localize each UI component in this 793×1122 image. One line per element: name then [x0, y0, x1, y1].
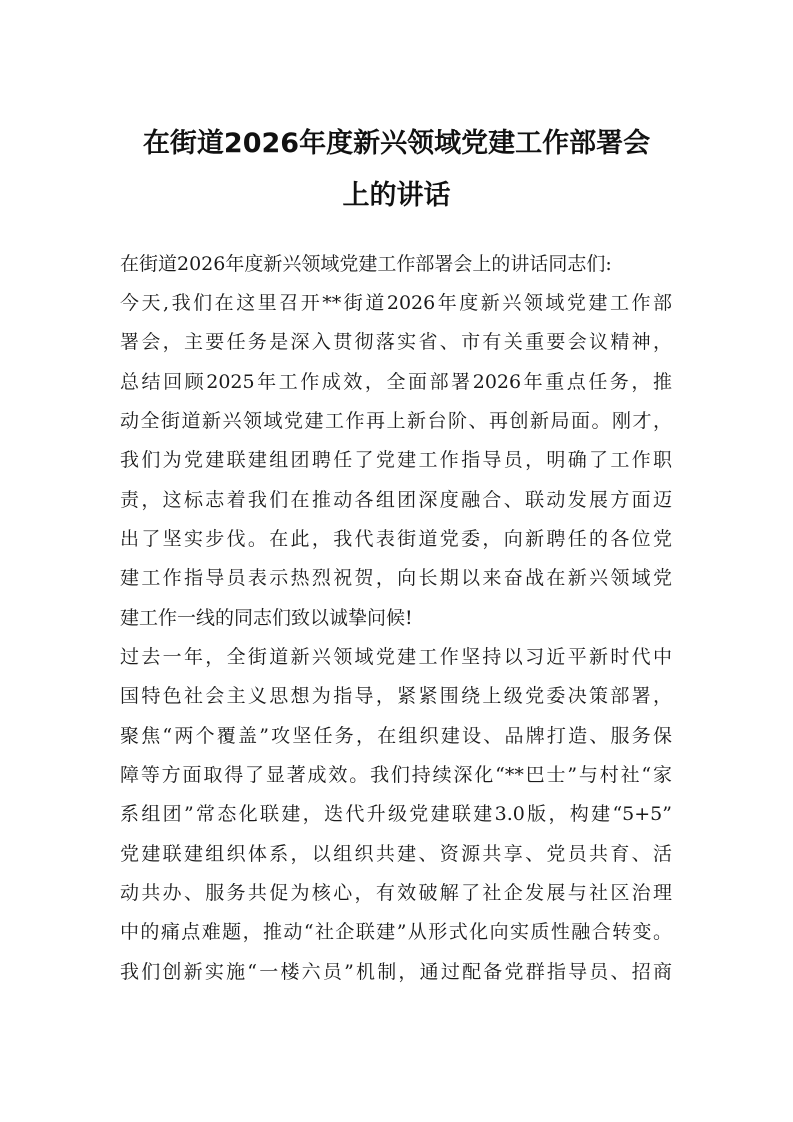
body-line-5: 动全街道新兴领域党建工作再上新台阶、再创新局面。刚才， [120, 410, 672, 432]
body-line-19: 我们创新实施“一楼六员”机制，通过配备党群指导员、招商 [120, 961, 672, 983]
body-line-18: 中的痛点难题，推动“社企联建”从形式化向实质性融合转变。 [120, 921, 672, 943]
body-line-17: 动共办、服务共促为核心，有效破解了社企发展与社区治理 [120, 882, 672, 904]
body-line-9: 建工作指导员表示热烈祝贺，向长期以来奋战在新兴领域党 [120, 567, 672, 589]
body-line-14: 障等方面取得了显著成效。我们持续深化“**巴士”与村社“家 [120, 764, 672, 786]
body-line-8: 出了坚实步伐。在此，我代表街道党委，向新聘任的各位党 [120, 528, 672, 550]
body-line-7: 责，这标志着我们在推动各组团深度融合、联动发展方面迈 [120, 489, 672, 511]
body-line-4: 总结回顾2025年工作成效，全面部署2026年重点任务，推 [120, 371, 672, 393]
body-line-3: 署会，主要任务是深入贯彻落实省、市有关重要会议精神， [120, 331, 672, 353]
body-line-13: 聚焦“两个覆盖”攻坚任务，在组织建设、品牌打造、服务保 [120, 725, 672, 747]
body-line-2: 今天,我们在这里召开**街道2026年度新兴领域党建工作部 [120, 292, 672, 314]
body-line-10: 建工作一线的同志们致以诚挚问候! [120, 607, 413, 629]
body-line-11: 过去一年，全街道新兴领域党建工作坚持以习近平新时代中 [120, 646, 672, 668]
document-title-line-1: 在街道2026年度新兴领域党建工作部署会 [142, 128, 651, 159]
document-title-line-2: 上的讲话 [342, 180, 451, 211]
body-line-16: 党建联建组织体系，以组织共建、资源共享、党员共育、活 [120, 843, 672, 865]
body-line-12: 国特色社会主义思想为指导，紧紧围绕上级党委决策部署， [120, 685, 672, 707]
body-line-1: 在街道2026年度新兴领域党建工作部署会上的讲话同志们: [120, 253, 612, 275]
body-line-15: 系组团”常态化联建，迭代升级党建联建3.0版，构建“5+5” [120, 803, 672, 825]
body-line-6: 我们为党建联建组团聘任了党建工作指导员，明确了工作职 [120, 449, 672, 471]
